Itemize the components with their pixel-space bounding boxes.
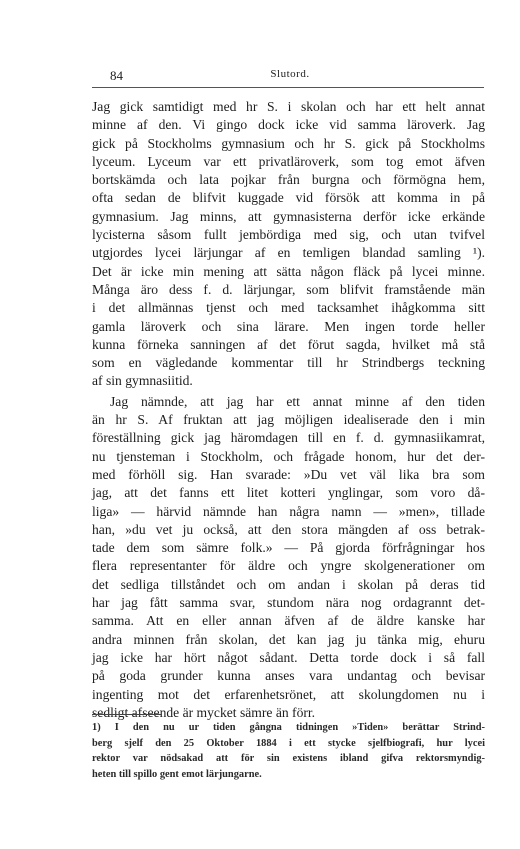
text-line: andra minnen från skolan, det kan jag ju tänka mig, ehuru <box>92 631 485 647</box>
text-line: minne af den. Vi gingo dock icke vid samma läroverk. Jag <box>92 117 485 133</box>
text-line: har jag fått samma svar, stundom nära nog ordagrannt det- <box>92 595 485 611</box>
text-line: flera representanter för äldre och yngre skolgenerationer om <box>92 558 485 574</box>
text-line: på goda grunder kunna anses vara undantag och bevisar <box>92 668 485 684</box>
footnote-rule <box>92 714 162 715</box>
text-line: bortskämda och lata pojkar från burgna och förmögna hem, <box>92 172 485 188</box>
page-number: 84 <box>110 68 123 83</box>
text-line: Jag nämnde, att jag har ett annat minne af den tiden <box>110 393 485 409</box>
text-line: han, »du vet ju också, att den stora mängden af oss betrak- <box>92 521 485 537</box>
text-line: liga» — härvid nämnde han några namn — »men», tillade <box>92 503 485 519</box>
main-text <box>92 98 485 722</box>
running-title: Slutord. <box>270 68 310 80</box>
header-rule <box>92 87 484 88</box>
footnote-line: berg sjelf den 25 Oktober 1884 i ett stycke sjelfbiografi, hur lycei <box>92 737 485 749</box>
text-line: Det är icke min mening att sätta någon fläck på lycei minne. <box>92 263 485 279</box>
text-line: af sin gymnasiitid. <box>92 373 193 389</box>
footnote-line: heten till spillo gent emot lärjungarne. <box>92 768 262 780</box>
text-line: Jag gick samtidigt med hr S. i skolan och har ett helt annat <box>92 99 485 114</box>
text-line: lycisterna såsom fullt jembördiga med sig, och utan tvifvel <box>92 227 485 243</box>
paragraph-2 <box>92 393 485 722</box>
text-line: ingenting mot det erfarenhetsrönet, att skolungdomen nu i <box>92 686 485 702</box>
text-line: samma. Att en eller annan äfven af de äldre kanske har <box>92 613 485 629</box>
text-line: med förhöll sig. Han svarade: »Du vet väl lika bra som <box>92 466 485 482</box>
text-line: jag, att det fanns ett litet kotteri ynglingar, som voro då- <box>92 485 485 501</box>
text-line: ofta sedan de blifvit kuggade vid försök att komma in på <box>92 190 485 206</box>
text-line: föreställning gick jag häromdagen till en f. d. gymnasiikamrat, <box>92 430 485 446</box>
text-line: gick på Stockholms gymnasium och hr S. gick på Stockholms <box>92 135 485 151</box>
text-line: sedligt afseende är mycket sämre än förr. <box>92 704 316 720</box>
text-line: nu tjensteman i Stockholm, och frågade honom, hur det der- <box>92 448 485 464</box>
page-header <box>90 68 490 86</box>
text-line: gamla läroverk och sina lärare. Men ingen torde heller <box>92 318 485 334</box>
text-line: Många äro dess f. d. lärjungar, som blifvit framstående män <box>92 281 485 297</box>
text-line: utgjordes lycei lärjungar af en temligen blandad samling ¹). <box>92 245 485 261</box>
footnote-line: rektor var nödsakad att för sin existens ibland gifva rektorsmyndig- <box>92 753 485 765</box>
text-line: i det allmännas tjenst och med tacksamhet ihågkomma sitt <box>92 300 485 316</box>
text-line: än hr S. Af fruktan att jag möjligen idealiserade den i min <box>92 412 485 428</box>
text-line: gymnasium. Jag minns, att gymnasisterna derför icke erkände <box>92 208 485 224</box>
text-line: som en vägledande kommentar till hr Strindbergs teckning <box>92 355 485 371</box>
text-line: tade dem som sämre folk.» — På gjorda förfrågningar hos <box>92 540 485 556</box>
text-line: lyceum. Lyceum var ett privatläroverk, som tog emot äfven <box>92 153 485 169</box>
footnote <box>92 720 485 782</box>
paragraph-1 <box>92 98 485 391</box>
footnote-line: 1) I den nu ur tiden gångna tidningen »Tiden» berättar Strind- <box>92 722 485 733</box>
text-line: jag icke har hört något sådant. Detta torde dock i så fall <box>92 649 485 665</box>
text-line: kunna förneka sanningen af det förut sagda, hvilket må stå <box>92 336 485 352</box>
text-line: det sedliga tillståndet och om andan i skolan på deras tid <box>92 576 485 592</box>
